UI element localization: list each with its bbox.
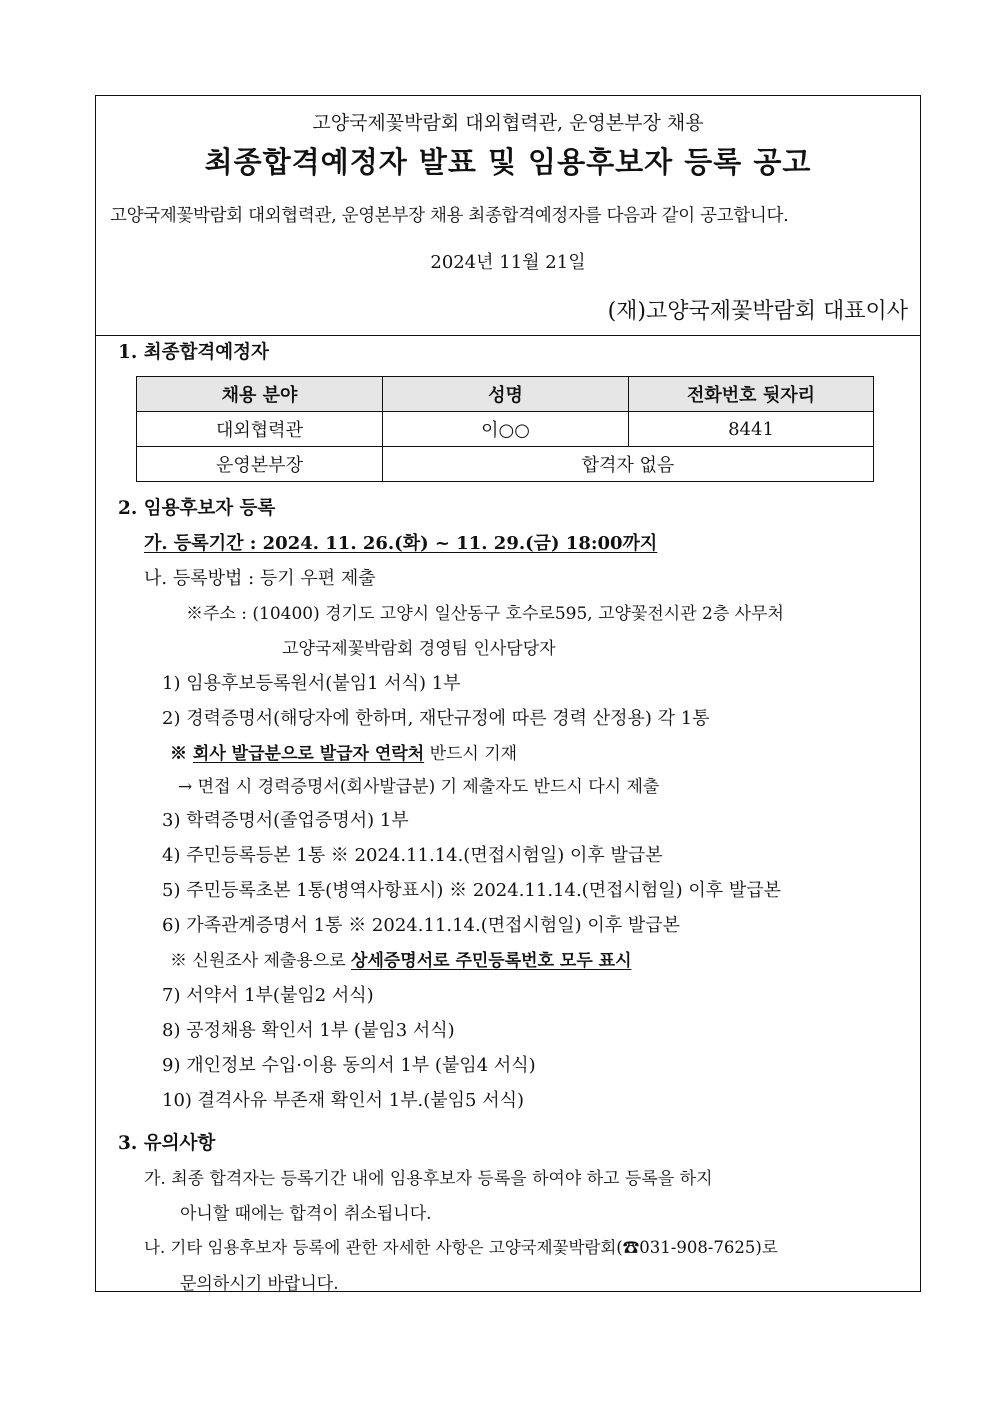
section2-heading: 2. 임용후보자 등록	[118, 498, 276, 519]
address-line-2: 고양국제꽃박람회 경영팀 인사담당자	[282, 639, 556, 659]
caution-b-line2: 문의하시기 바랍니다.	[180, 1274, 339, 1294]
results-table	[136, 376, 874, 482]
notice-subtitle: 고양국제꽃박람회 대외협력관, 운영본부장 채용	[312, 112, 704, 134]
note-mark: ※	[170, 744, 193, 764]
career-note-arrow: → 면접 시 경력증명서(회사발급분) 기 제출자도 반드시 다시 제출	[178, 777, 660, 797]
note-prefix: ※ 신원조사 제출용으로	[170, 951, 352, 971]
notice-frame	[95, 95, 921, 1292]
section1-heading: 1. 최종합격예정자	[118, 342, 269, 363]
list-item: 6) 가족관계증명서 1통 ※ 2024.11.14.(면접시험일) 이후 발급본	[162, 915, 681, 936]
notice-date: 2024년 11월 21일	[430, 252, 586, 273]
table-header-row	[137, 377, 874, 412]
note-suffix: 반드시 기재	[424, 744, 518, 764]
notice-header	[96, 96, 920, 336]
cell-field: 운영본부장	[137, 447, 383, 482]
list-item: 10) 결격사유 부존재 확인서 1부.(붙임5 서식)	[162, 1090, 525, 1111]
note-emphasis: 회사 발급분으로 발급자 연락처	[192, 744, 425, 764]
notice-intro: 고양국제꽃박람회 대외협력관, 운영본부장 채용 최종합격예정자를 다음과 같이 공고합니다.	[110, 206, 789, 226]
caution-a-line1: 가. 최종 합격자는 등록기간 내에 임용후보자 등록을 하여야 하고 등록을 하지	[144, 1169, 713, 1189]
list-item: 4) 주민등록등본 1통 ※ 2024.11.14.(면접시험일) 이후 발급본	[162, 845, 663, 866]
cell-field: 대외협력관	[137, 412, 383, 447]
registration-method: 나. 등록방법 : 등기 우편 제출	[144, 568, 376, 589]
notice-issuer: (재)고양국제꽃박람회 대표이사	[607, 299, 908, 324]
cell-name: 이○○	[383, 412, 629, 447]
cell-result: 합격자 없음	[383, 447, 874, 482]
table-row	[137, 412, 874, 447]
column-header-name: 성명	[383, 377, 629, 412]
cell-phone: 8441	[629, 412, 874, 447]
notice-title: 최종합격예정자 발표 및 임용후보자 등록 공고	[204, 145, 812, 179]
registration-period: 가. 등록기간 : 2024. 11. 26.(화) ~ 11. 29.(금) 18:00까지	[144, 533, 658, 554]
list-item: 1) 임용후보등록원서(붙임1 서식) 1부	[162, 673, 461, 694]
caution-a-line2: 아니할 때에는 합격이 취소됩니다.	[180, 1204, 432, 1224]
section3-heading: 3. 유의사항	[118, 1133, 216, 1154]
list-item: 8) 공정채용 확인서 1부 (붙임3 서식)	[162, 1020, 455, 1041]
note-emphasis: 상세증명서로 주민등록번호 모두 표시	[351, 951, 632, 971]
list-item: 3) 학력증명서(졸업증명서) 1부	[162, 810, 409, 831]
career-note	[170, 739, 517, 764]
column-header-phone: 전화번호 뒷자리	[629, 377, 874, 412]
background-check-note	[170, 946, 632, 971]
table-row	[137, 447, 874, 482]
list-item: 2) 경력증명서(해당자에 한하며, 재단규정에 따른 경력 산정용) 각 1통	[162, 708, 710, 729]
list-item: 5) 주민등록초본 1통(병역사항표시) ※ 2024.11.14.(면접시험일) 이후 발급본	[162, 880, 782, 901]
caution-b-line1: 나. 기타 임용후보자 등록에 관한 자세한 사항은 고양국제꽃박람회(☎031-908-7625)로	[144, 1238, 778, 1257]
address-line-1: ※주소 : (10400) 경기도 고양시 일산동구 호수로595, 고양꽃전시관 2층 사무처	[186, 604, 784, 624]
list-item: 9) 개인정보 수입·이용 동의서 1부 (붙임4 서식)	[162, 1055, 536, 1076]
column-header-field: 채용 분야	[137, 377, 383, 412]
list-item: 7) 서약서 1부(붙임2 서식)	[162, 985, 374, 1006]
